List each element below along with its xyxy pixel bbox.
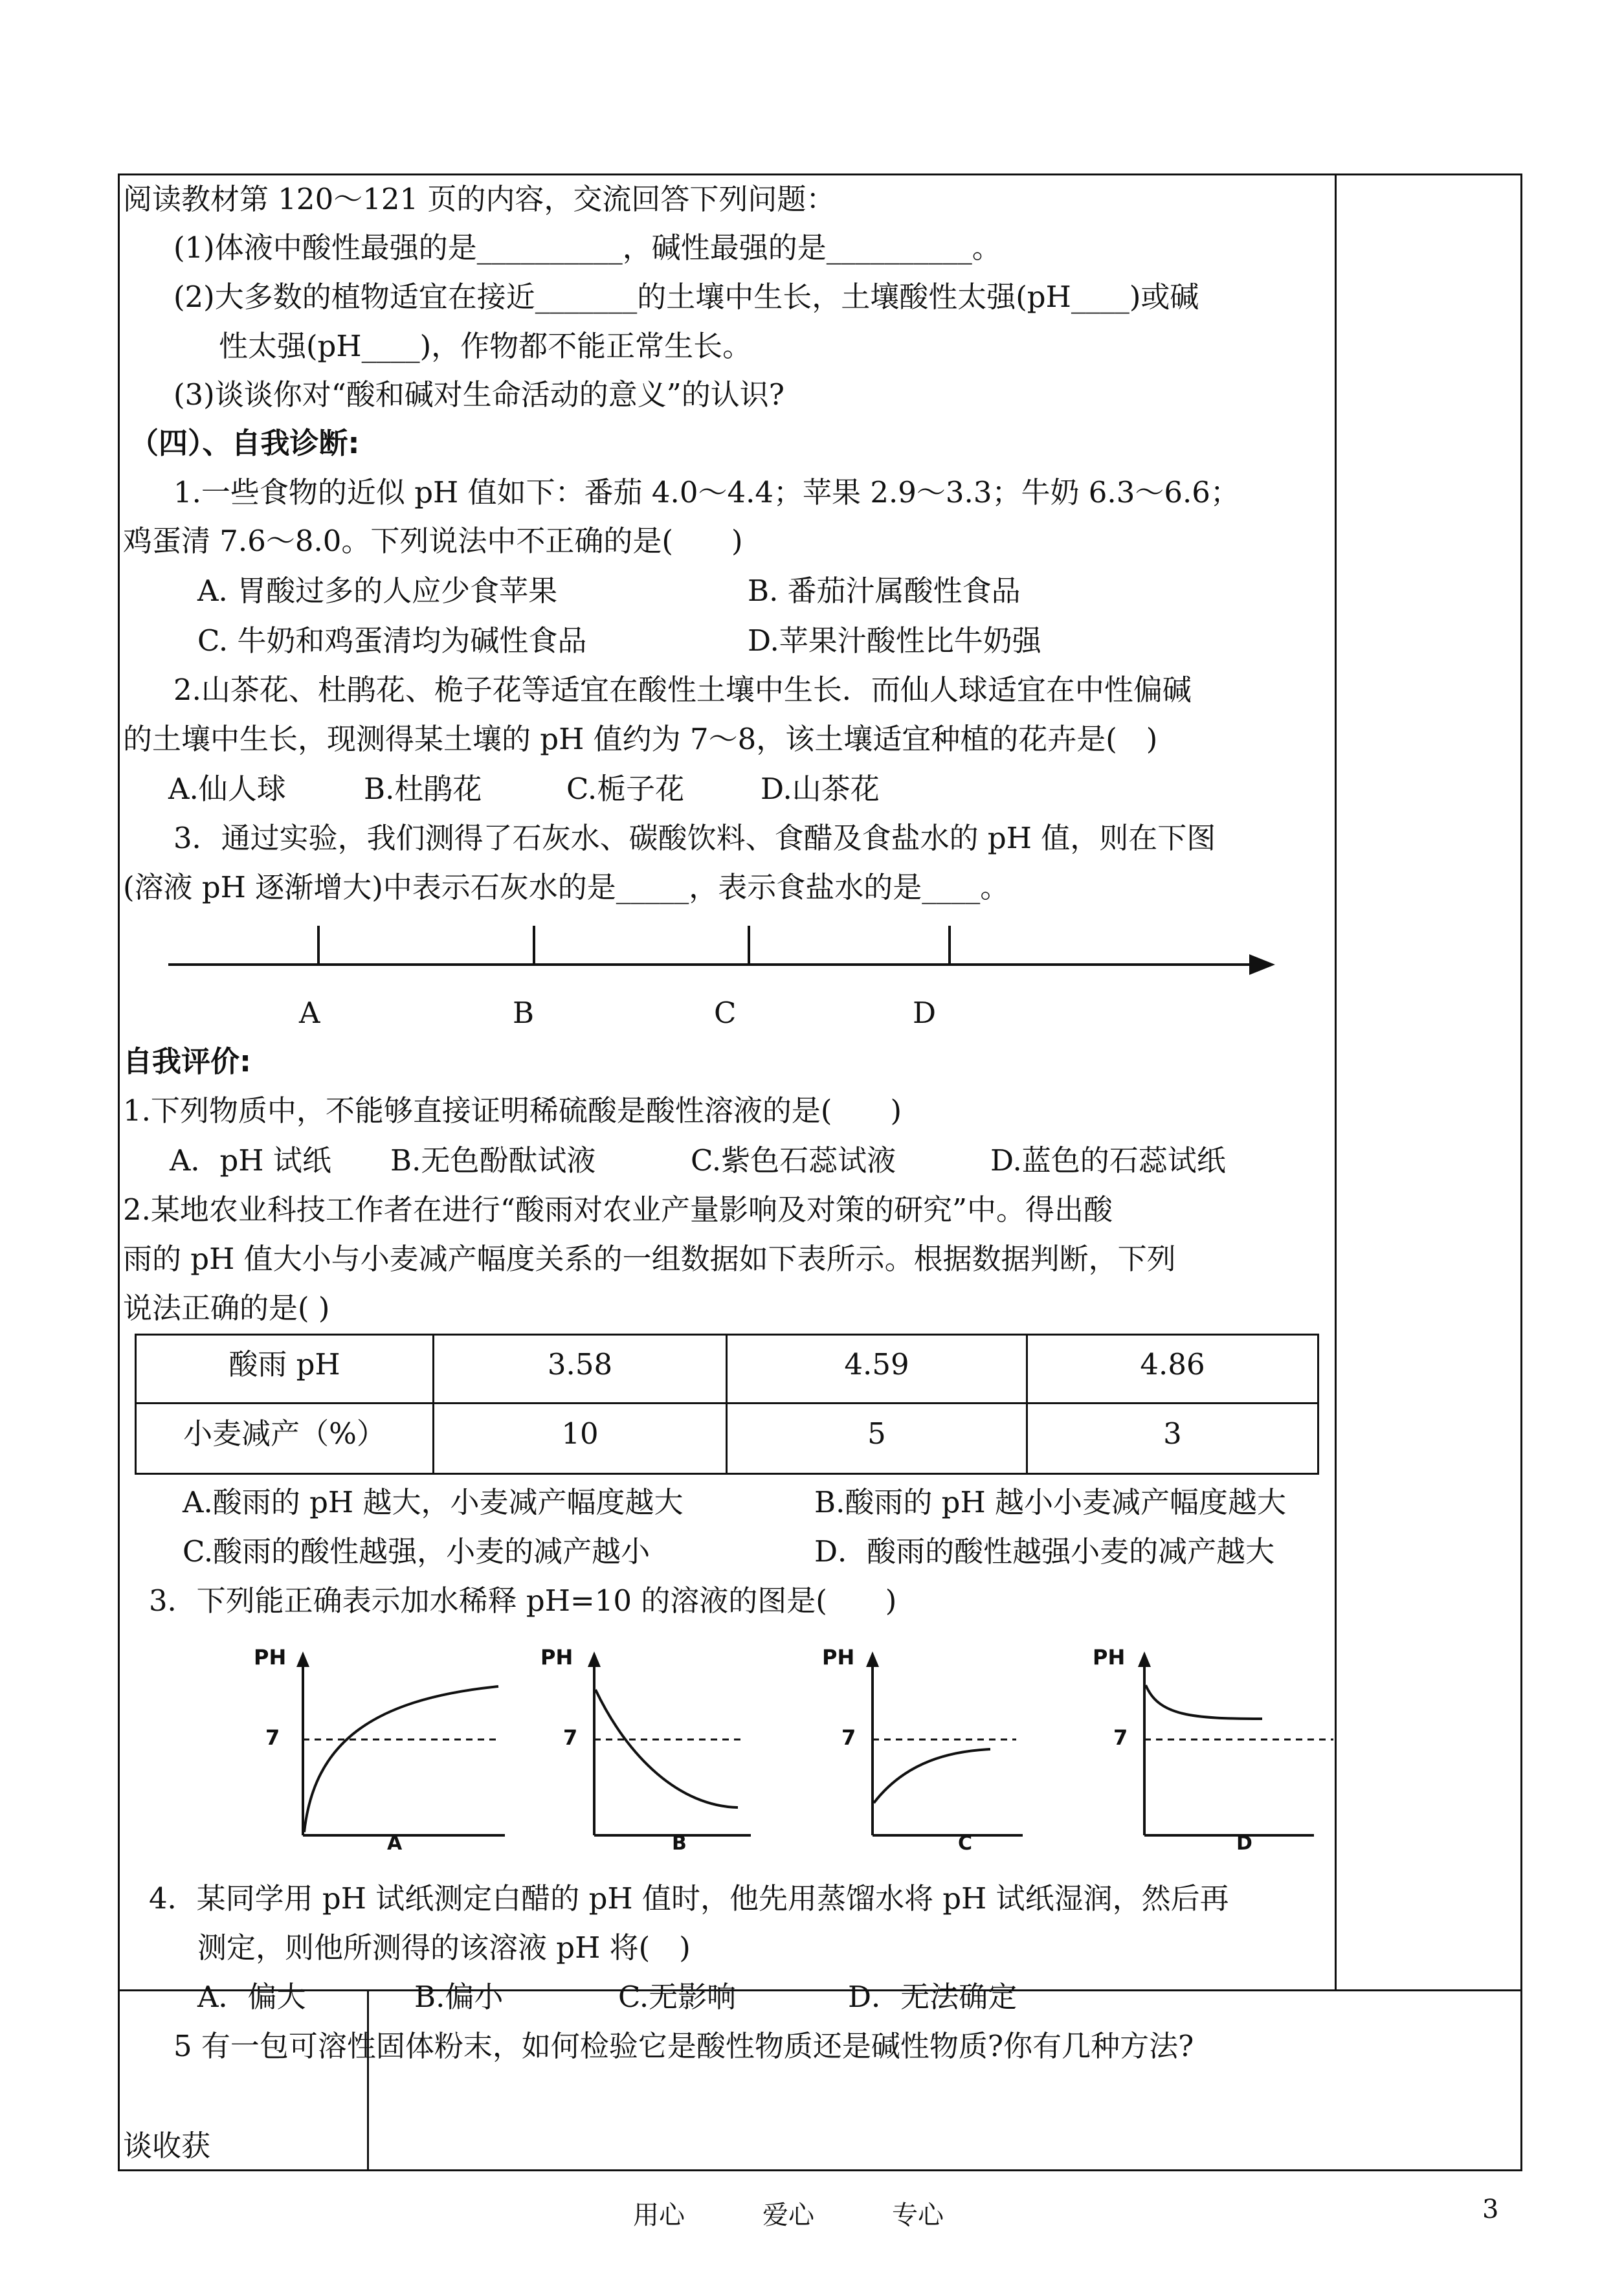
footer-motto-1: 用心: [633, 2200, 685, 2230]
evaluation-q4-opt-d: D．无法确定: [848, 1980, 1018, 2014]
evaluation-question-1: 1.下列物质中，不能够直接证明稀硫酸是酸性溶液的是( ): [123, 1093, 902, 1128]
ph-label-b: B: [513, 996, 535, 1030]
diagnosis-question-2-line1: 2.山茶花、杜鹃花、桅子花等适宜在酸性土壤中生长．而仙人球适宜在中性偏碱: [173, 673, 1192, 707]
diagnosis-q2-option-b: B.杜鹃花: [364, 772, 482, 806]
graph-b-seven: 7: [563, 1725, 578, 1750]
reading-question-2-line1: (2)大多数的植物适宜在接近_______的土壤中生长，土壤酸性太强(pH____)或碱: [173, 280, 1199, 314]
evaluation-question-4-line1: 4．某同学用 pH 试纸测定白醋的 pH 值时，他先用蒸馏水将 pH 试纸湿润，然后再: [149, 1881, 1229, 1916]
table-cell-ph-2: 4.59: [844, 1347, 909, 1381]
reading-intro: 阅读教材第 120～121 页的内容，交流回答下列问题：: [123, 182, 836, 216]
table-cell-ph-3: 4.86: [1140, 1347, 1205, 1381]
harvest-label-divider: [367, 1989, 369, 2171]
graph-d: [1093, 1648, 1333, 1835]
footer-page-number: 3: [1482, 2195, 1499, 2224]
table-bottom-border: [118, 2169, 1522, 2171]
data-table-col-4: [1317, 1334, 1319, 1475]
graph-b-ylabel: PH: [540, 1648, 573, 1670]
diagnosis-q1-option-a: A. 胃酸过多的人应少食苹果: [197, 574, 558, 608]
graph-d-ylabel: PH: [1093, 1648, 1126, 1670]
diagnosis-question-1-line2: 鸡蛋清 7.6～8.0。下列说法中不正确的是( ): [123, 524, 743, 558]
graph-c-seven: 7: [841, 1725, 856, 1750]
diagnosis-q1-option-b: B. 番茄汁属酸性食品: [748, 574, 1021, 608]
ph-number-line: [165, 926, 1278, 978]
table-cell-reduction-2: 5: [867, 1416, 886, 1451]
graph-d-seven: 7: [1113, 1725, 1128, 1750]
table-left-border: [118, 173, 120, 2171]
graph-a: [254, 1648, 505, 1835]
ph-label-d: D: [913, 996, 937, 1030]
diagnosis-q2-option-c: C.栀子花: [566, 772, 685, 806]
diagnosis-q1-option-d: D.苹果汁酸性比牛奶强: [748, 623, 1041, 658]
harvest-row-top-border: [118, 1989, 1522, 1991]
evaluation-q4-opt-b: B.偏小: [414, 1980, 504, 2014]
evaluation-question-3: 3．下列能正确表示加水稀释 pH=10 的溶液的图是( ): [149, 1583, 897, 1618]
reading-question-1: (1)体液中酸性最强的是__________，碱性最强的是__________。: [173, 230, 1001, 265]
diagnosis-q1-option-c: C. 牛奶和鸡蛋清均为碱性食品: [197, 623, 587, 658]
graph-a-label: A: [387, 1832, 403, 1855]
evaluation-q1-option-d: D.蓝色的石蕊试纸: [990, 1143, 1226, 1178]
evaluation-q1-option-a: A．pH 试纸: [170, 1143, 331, 1178]
table-top-border: [118, 173, 1522, 175]
ph-label-c: C: [714, 996, 737, 1030]
harvest-label: 谈收获: [123, 2129, 211, 2163]
graph-c: [822, 1648, 1023, 1835]
dilution-graphs: [239, 1648, 1340, 1861]
table-cell-ph-1: 3.58: [547, 1347, 613, 1381]
evaluation-q2-option-a: A.酸雨的 pH 越大，小麦减产幅度越大: [183, 1485, 684, 1519]
diagnosis-q2-option-d: D.山茶花: [761, 772, 880, 806]
evaluation-question-2-line1: 2.某地农业科技工作者在进行“酸雨对农业产量影响及对策的研究”中。得出酸: [123, 1192, 1113, 1227]
evaluation-q2-option-b: B.酸雨的 pH 越小小麦减产幅度越大: [814, 1485, 1287, 1519]
diagnosis-heading: （四）、自我诊断:: [129, 426, 360, 460]
diagnosis-q2-option-a: A.仙人球: [168, 772, 286, 806]
evaluation-question-4-line2: 测定，则他所测得的该溶液 pH 将( ): [197, 1930, 691, 1965]
graph-a-ylabel: PH: [254, 1648, 287, 1670]
evaluation-q1-option-b: B.无色酚酞试液: [390, 1143, 596, 1178]
diagnosis-question-3-line1: 3．通过实验，我们测得了石灰水、碳酸饮料、食醋及食盐水的 pH 值，则在下图: [173, 821, 1216, 855]
reading-question-3: (3)谈谈你对“酸和碱对生命活动的意义”的认识?: [173, 377, 784, 412]
ph-label-a: A: [299, 996, 320, 1030]
diagnosis-question-3-line2: (溶液 pH 逐渐增大)中表示石灰水的是_____，表示食盐水的是____。: [123, 870, 1010, 904]
table-cell-reduction-1: 10: [561, 1416, 599, 1451]
footer-motto-2: 爱心: [762, 2200, 814, 2230]
evaluation-question-5: 5 有一包可溶性固体粉末，如何检验它是酸性物质还是碱性物质?你有几种方法?: [173, 2029, 1194, 2063]
diagnosis-question-2-line2: 的土壤中生长，现测得某土壤的 pH 值约为 7～8，该土壤适宜种植的花卉是( ): [123, 722, 1158, 756]
evaluation-heading: 自我评价:: [123, 1044, 251, 1079]
evaluation-question-2-line3: 说法正确的是( ): [123, 1291, 330, 1325]
evaluation-q2-option-d: D．酸雨的酸性越强小麦的减产越大: [814, 1534, 1275, 1569]
diagnosis-question-1-line1: 1.一些食物的近似 pH 值如下：番茄 4.0～4.4；苹果 2.9～3.3；牛奶 6.3～6.6；: [173, 475, 1240, 509]
graph-c-label: C: [958, 1832, 973, 1855]
graph-c-ylabel: PH: [822, 1648, 855, 1670]
table-header-acid-rain-ph: 酸雨 pH: [228, 1347, 340, 1381]
footer-motto-3: 专心: [892, 2200, 944, 2230]
evaluation-q4-opt-c: C.无影响: [618, 1980, 737, 2014]
graph-a-seven: 7: [265, 1725, 280, 1750]
graph-d-label: D: [1236, 1832, 1252, 1855]
table-cell-reduction-3: 3: [1163, 1416, 1182, 1451]
evaluation-question-2-line2: 雨的 pH 值大小与小麦减产幅度关系的一组数据如下表所示。根据数据判断，下列: [123, 1242, 1176, 1276]
evaluation-q2-option-c: C.酸雨的酸性越强，小麦的减产越小: [183, 1534, 651, 1569]
graph-b: [540, 1648, 751, 1835]
evaluation-q4-opt-a: A．偏大: [197, 1980, 306, 2014]
evaluation-q1-option-c: C.紫色石蕊试液: [691, 1143, 896, 1178]
ph-axis-arrow: [1249, 954, 1275, 975]
table-right-border: [1520, 173, 1522, 2171]
graph-b-label: B: [672, 1832, 687, 1855]
table-header-wheat-reduction: 小麦减产（%）: [183, 1416, 386, 1451]
reading-question-2-line2: 性太强(pH____)，作物都不能正常生长。: [219, 329, 752, 363]
